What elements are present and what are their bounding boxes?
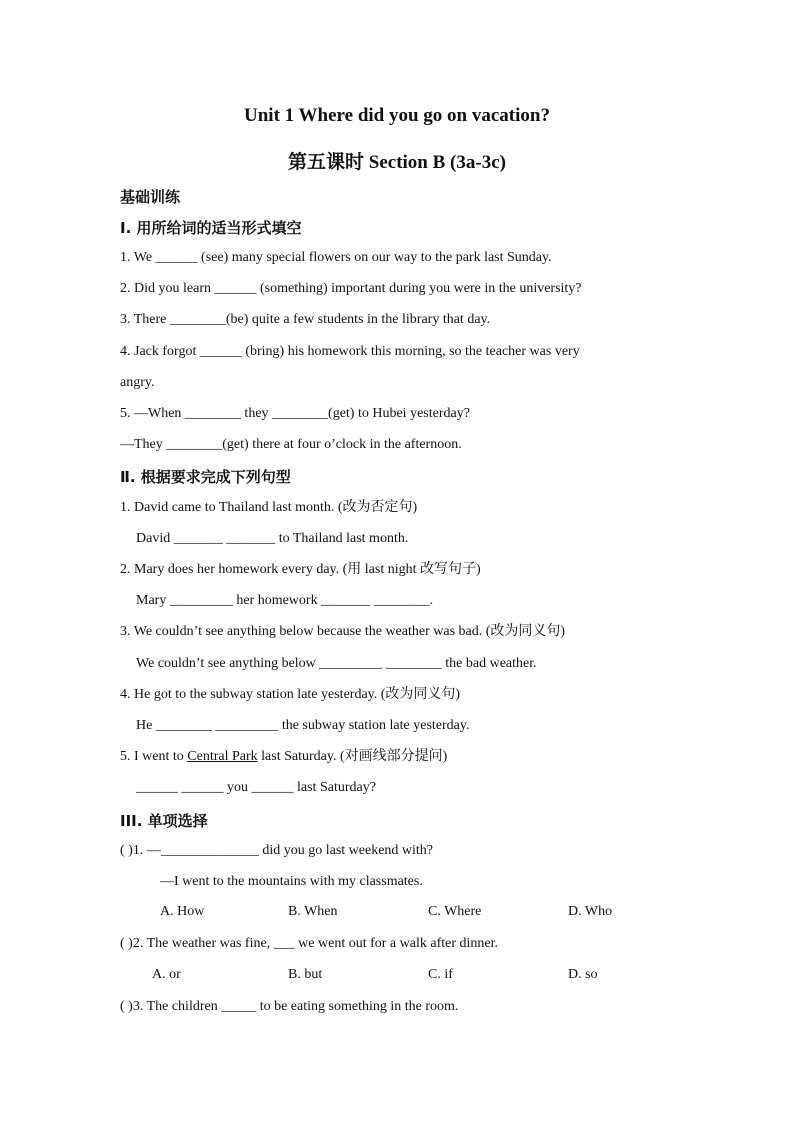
- part2-q3: 3. We couldn’t see anything below because the weather was bad. (改为同义句): [120, 624, 566, 639]
- part2-q2: 2. Mary does her homework every day. (用 last night 改写句子): [120, 562, 481, 577]
- part2-q5-answer: ______ ______ you ______ last Saturday?: [136, 780, 376, 795]
- part2-q1: 1. David came to Thailand last month. (改为否定句): [120, 500, 418, 515]
- part1-q3: 3. There ________(be) quite a few students in the library that day.: [120, 312, 491, 327]
- section-basic-heading: 基础训练: [120, 188, 181, 206]
- part3-q1-option-b: B. When: [288, 904, 338, 919]
- part3-q2-option-a: A. or: [152, 967, 181, 982]
- part3-q2-option-b: B. but: [288, 967, 323, 982]
- part2-q4: 4. He got to the subway station late yesterday. (改为同义句): [120, 687, 461, 702]
- part1-q5: 5. —When ________ they ________(get) to Hubei yesterday?: [120, 406, 470, 421]
- part1-q4: 4. Jack forgot ______ (bring) his homework this morning, so the teacher was very: [120, 344, 580, 359]
- part2-q1-answer: David _______ _______ to Thailand last month.: [136, 531, 409, 546]
- page-title: Unit 1 Where did you go on vacation?: [244, 105, 550, 126]
- part2-q4-answer: He ________ _________ the subway station late yesterday.: [136, 718, 470, 733]
- part1-heading: Ⅰ. 用所给词的适当形式填空: [120, 219, 302, 237]
- part3-heading: III. 单项选择: [120, 812, 208, 830]
- part1-q1: 1. We ______ (see) many special flowers on our way to the park last Sunday.: [120, 250, 552, 265]
- part1-q4-cont: angry.: [120, 375, 155, 390]
- part3-q1-option-a: A. How: [160, 904, 205, 919]
- part2-q5-pre: 5. I went to: [120, 749, 188, 764]
- part2-q5: [120, 748, 447, 766]
- part3-q2: ( )2. The weather was fine, ___ we went out for a walk after dinner.: [120, 936, 498, 951]
- part3-q2-option-d: D. so: [568, 967, 598, 982]
- part1-q5-answer: —They ________(get) there at four o’clock in the afternoon.: [120, 437, 462, 452]
- part3-q1-answer: —I went to the mountains with my classmates.: [160, 874, 423, 889]
- part3-q1: ( )1. —______________ did you go last weekend with?: [120, 843, 434, 858]
- page-subtitle: 第五课时 Section B (3a-3c): [288, 152, 506, 173]
- part2-q5-post: last Saturday. (对画线部分提问): [257, 749, 448, 764]
- part3-q1-option-d: D. Who: [568, 904, 613, 919]
- part3-q2-option-c: C. if: [428, 967, 453, 982]
- part2-q5-underlined: Central Park: [187, 749, 258, 764]
- part2-q3-answer: We couldn’t see anything below _________ ________ the bad weather.: [136, 656, 537, 671]
- part2-q2-answer: Mary _________ her homework _______ ________.: [136, 593, 434, 608]
- part3-q1-option-c: C. Where: [428, 904, 482, 919]
- part1-q2: 2. Did you learn ______ (something) important during you were in the university?: [120, 281, 582, 296]
- part3-q3: ( )3. The children _____ to be eating something in the room.: [120, 999, 459, 1014]
- part2-heading: Ⅱ. 根据要求完成下列句型: [120, 468, 291, 486]
